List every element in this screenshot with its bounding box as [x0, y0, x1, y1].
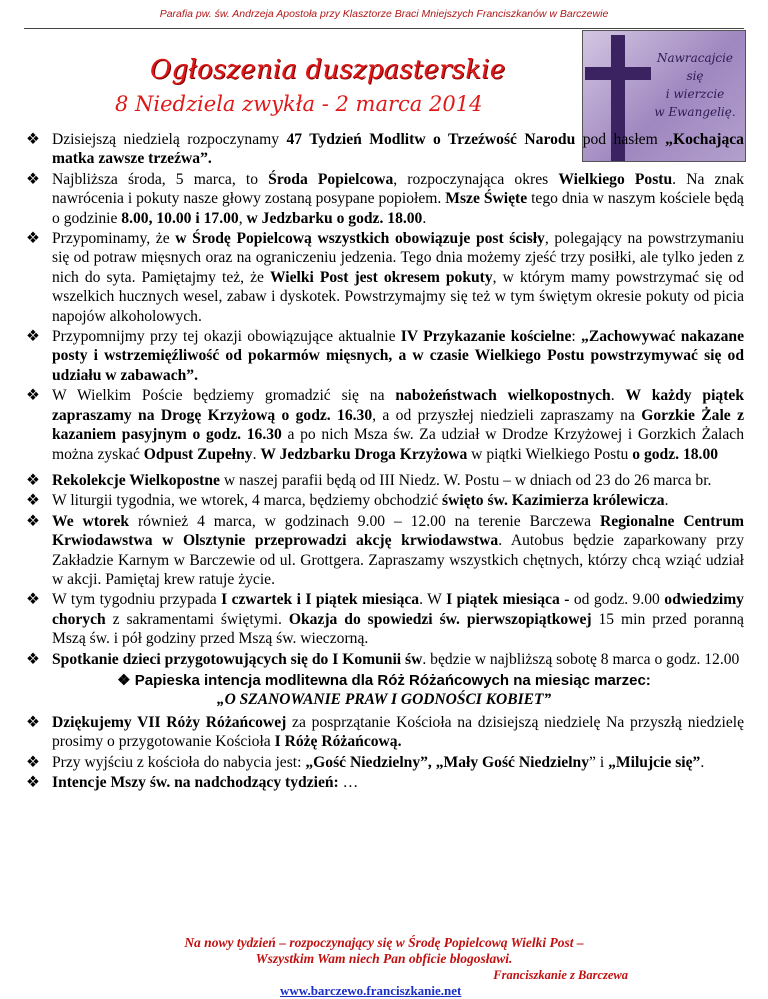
text-segment: :: [571, 328, 582, 346]
text-segment: również 4 marca, w godzinach 9.00 – 12.00 na terenie Barczewa: [129, 512, 600, 530]
announcement-item: [24, 713, 744, 752]
bullet-icon: ❖: [26, 230, 40, 248]
text-segment: „Milujcie się”: [608, 753, 701, 771]
website-link[interactable]: www.barczewo.franciszkanie.net: [280, 983, 462, 998]
text-segment: odwiedzimy chorych: [52, 591, 744, 628]
footer-line-2: Wszystkim Wam niech Pan obficie błogosławi.: [255, 951, 513, 966]
text-segment: .: [664, 492, 669, 510]
text-segment: Wielkiego Postu: [558, 170, 673, 188]
text-segment: „Kochająca matka zawsze trzeźwa”.: [52, 131, 744, 168]
announcement-item: [24, 229, 744, 326]
announcements: [24, 130, 744, 794]
text-segment: . Na znak nawrócenia i pokuty nasze głowy zostaną posypane popiołem.: [52, 170, 744, 208]
text-segment: Dziękujemy VII Róży Różańcowej: [52, 713, 287, 731]
text-segment: . będzie w najbliższą sobotę 8 marca o godz. 12.00: [422, 650, 740, 668]
text-segment: .: [422, 209, 427, 227]
bullet-icon: ❖: [26, 650, 40, 668]
text-segment: Przypomnijmy przy tej okazji obowiązujące aktualnie: [52, 328, 401, 346]
text-segment: w Środę Popielcową wszystkich obowiązuje post ścisły: [175, 230, 545, 248]
text-segment: Najbliższa środa, 5 marca, to: [52, 170, 269, 188]
intention-text: „O SZANOWANIE PRAW I GODNOŚCI KOBIET”: [216, 690, 552, 708]
text-segment: . W: [419, 591, 447, 609]
page-header: Parafia pw. św. Andrzeja Apostoła przy Klasztorze Braci Mniejszych Franciszkanów w Barczewie: [159, 8, 609, 20]
caption-line-3: w Ewangelię.: [654, 105, 736, 119]
text-segment: w piątki Wielkiego Postu: [467, 445, 633, 463]
text-segment: „Gość Niedzielny”, „Mały Gość Niedzielny: [305, 753, 590, 771]
text-segment: We wtorek: [52, 512, 130, 530]
bullet-icon: ❖: [26, 591, 40, 609]
text-segment: święto św. Kazimierza królewicza: [442, 492, 665, 510]
text-segment: 47 Tydzień Modlitw o Trzeźwość Narodu: [286, 131, 576, 148]
bullet-icon: ❖: [26, 131, 40, 148]
text-segment: Rekolekcje Wielkopostne: [52, 471, 220, 489]
text-segment: Spotkanie dzieci przygotowujących się do I Komunii św: [52, 650, 423, 668]
text-segment: …: [342, 774, 359, 792]
text-segment: . Autobus będzie zaparkowany przy Zakładzie Karnym w Barczewie od ul. Grottgera. Zapraszamy wszystkich chętnych, którzy chcą wziąć udział w akcji. Pamiętaj krew ratuje życie.: [52, 532, 744, 588]
text-segment: o godz. 18.00: [632, 445, 719, 463]
text-segment: , rozpoczynająca okres: [393, 170, 559, 188]
text-segment: Intencje Mszy św. na nadchodzący tydzień:: [52, 774, 343, 792]
bullet-icon: ❖: [26, 328, 40, 346]
text-segment: I czwartek i I piątek miesiąca: [221, 591, 420, 609]
cross-bar: [585, 67, 651, 80]
text-segment: tego dnia w naszym kościele będą o godzinie: [52, 190, 744, 227]
text-segment: Wielki Post jest okresem pokuty: [269, 268, 493, 286]
text-segment: Odpust Zupełny: [143, 445, 253, 463]
text-segment: W każdy piątek zapraszamy na Drogę Krzyżową o godz. 16.30: [52, 387, 745, 424]
announcement-item: [24, 512, 744, 590]
text-segment: z sakramentami świętymi.: [105, 610, 289, 628]
text-segment: a po nich Msza św. Za udział w Drodze Krzyżowej i Gorzkich Żalach można zyskać: [52, 426, 744, 463]
text-segment: od godz. 9.00: [569, 591, 665, 609]
bullet-icon: ❖: [26, 774, 40, 792]
text-segment: I piątek miesiąca -: [446, 591, 570, 609]
text-segment: w naszej parafii będą od III Niedz. W. Postu – w dniach od 23 do 26 marca br.: [219, 471, 712, 489]
text-segment: Msze Święte: [445, 190, 528, 208]
text-segment: .: [610, 387, 626, 405]
announcement-item: [24, 650, 744, 669]
text-segment: Dzisiejszą niedzielą rozpoczynamy: [52, 131, 287, 148]
text-segment: Przy wyjściu z kościoła do nabycia jest:: [52, 753, 306, 771]
footer: [0, 935, 768, 999]
bullet-icon: ❖: [26, 471, 40, 489]
bullet-icon: ❖: [26, 492, 40, 510]
announcement-list: [24, 130, 744, 669]
text-segment: 8.00, 10.00 i 17.00: [121, 209, 239, 227]
text-segment: pod hasłem: [575, 131, 666, 148]
bullet-icon: ❖: [26, 512, 40, 530]
text-segment: „Zachowywać nakazane posty i wstrzemięźliwość od pokarmów mięsnych, a w czasie Wielkiego Postu powstrzymywać się od udziału w zabawach”.: [52, 328, 744, 384]
bullet-icon: ❖: [117, 671, 131, 689]
announcement-item: [24, 130, 744, 169]
header-divider: [24, 28, 744, 29]
announcement-item: [24, 327, 744, 385]
announcement-list-2: [24, 713, 744, 793]
text-segment: .: [252, 445, 261, 463]
text-segment: W Wielkim Poście będziemy gromadzić się na: [52, 387, 396, 405]
bullet-icon: ❖: [26, 387, 40, 405]
page-subtitle: 8 Niedziela zwykła - 2 marca 2014: [115, 92, 483, 116]
text-segment: Przypominamy, że: [52, 230, 176, 248]
text-segment: W tym tygodniu przypada: [52, 591, 222, 609]
text-segment: Środa Popielcowa: [268, 170, 394, 188]
footer-signature: Franciszkanie z Barczewa: [493, 968, 628, 982]
bullet-icon: ❖: [26, 713, 40, 731]
text-segment: W liturgii tygodnia, we wtorek, 4 marca, będziemy obchodzić: [52, 492, 443, 510]
announcement-item: [24, 471, 744, 490]
text-segment: nabożeństwach wielkopostnych: [395, 387, 611, 405]
page-title: Ogłoszenia duszpasterskie: [150, 55, 506, 85]
intention-heading-text: Papieska intencja modlitewna dla Róż Różańcowych na miesiąc marzec:: [134, 671, 651, 689]
text-segment: , a od przyszłej niedzieli zapraszamy na: [372, 406, 642, 424]
text-segment: w Jedzbarku o godz. 18.00: [246, 209, 423, 227]
text-segment: za posprzątanie Kościoła na dzisiejszą niedzielę Na przyszłą niedzielę prosimy o przygotowanie Kościoła: [52, 713, 744, 751]
text-segment: Gorzkie Żale z kazaniem pasyjnym o godz. 16.30: [52, 406, 744, 444]
caption-line-1: Nawracajcie się: [656, 51, 734, 83]
text-segment: Regionalne Centrum Krwiodawstwa w Olsztynie przeprowadzi akcję krwiodawstwa: [52, 512, 744, 550]
announcement-item: [24, 773, 744, 792]
footer-line-1: Na nowy tydzień – rozpoczynający się w Środę Popielcową Wielki Post –: [184, 935, 584, 950]
text-segment: I Różę Różańcową.: [274, 733, 402, 751]
text-segment: IV Przykazanie kościelne: [400, 328, 572, 346]
caption-line-2: i wierzcie: [665, 87, 725, 101]
image-caption: [647, 49, 743, 121]
text-segment: W Jedzbarku Droga Krzyżowa: [260, 445, 468, 463]
text-segment: Okazja do spowiedzi św. pierwszopiątkowej: [288, 610, 592, 628]
text-segment: , polegający na powstrzymaniu się od potraw mięsnych oraz na ograniczeniu jedzenia. Tego dnia możemy zjeść trzy posiłki, ale tylko jeden z nich do syta. Pamiętajmy też, że: [52, 230, 745, 286]
text-segment: .: [700, 753, 705, 771]
text-segment: ” i: [589, 753, 609, 771]
intention-heading: [24, 671, 744, 690]
announcement-item: [24, 753, 744, 772]
announcement-item: [24, 386, 744, 464]
text-segment: 15 min przed poranną Mszą św. i pół godziny przed Mszą św. wieczorną.: [52, 610, 744, 648]
announcement-item: [24, 491, 744, 510]
announcement-item: [24, 590, 744, 648]
text-segment: ,: [238, 209, 247, 227]
bullet-icon: ❖: [26, 170, 40, 188]
text-segment: , w którym mamy powstrzymać się od wszelkich hucznych wesel, zabaw i dyskotek. Powstrzymajmy się też w tym świętym okresie pokuty od picia napojów alkoholowych.: [52, 268, 744, 325]
announcement-item: [24, 170, 744, 228]
bullet-icon: ❖: [26, 753, 40, 771]
